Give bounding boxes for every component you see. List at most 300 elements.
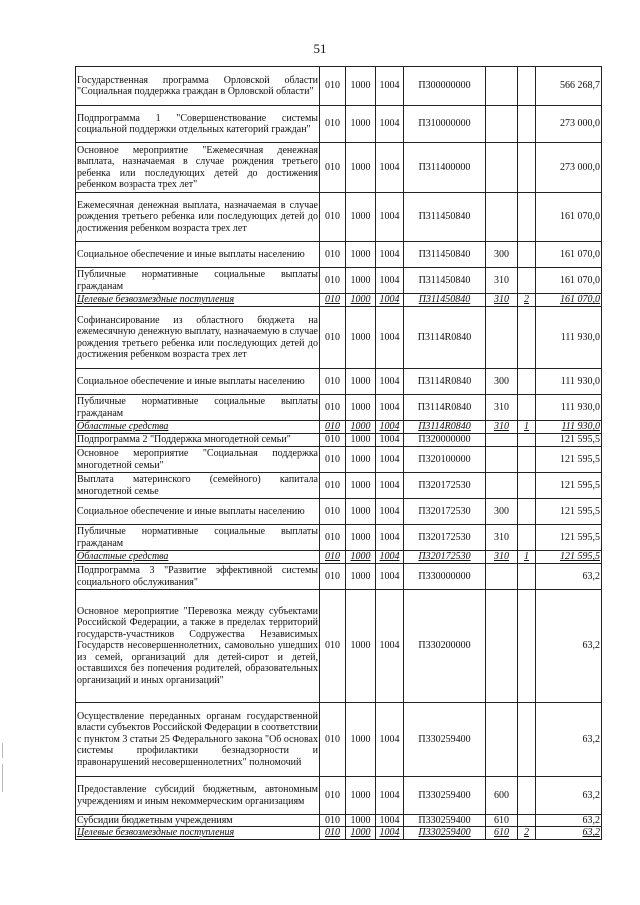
- table-row: [76, 421, 602, 434]
- cell-ministry-code: [320, 106, 346, 143]
- cell-section-code-text: 1000: [350, 789, 371, 801]
- table-row: [76, 193, 602, 242]
- cell-section-code-text: 1000: [350, 211, 371, 223]
- cell-target-article-text: П3114R0840: [418, 421, 471, 433]
- cell-ministry-code-text: 010: [325, 80, 340, 92]
- margin-mark: [2, 764, 3, 792]
- cell-name-text: Публичные нормативные социальные выплаты гражданам: [77, 396, 318, 419]
- cell-ministry-code: [320, 777, 346, 815]
- cell-funding-source: [518, 499, 536, 525]
- cell-expense-type-text: 310: [494, 421, 509, 433]
- cell-expense-type-text: 300: [494, 375, 509, 387]
- cell-subsection-code: [376, 777, 404, 815]
- table-row: [76, 294, 602, 307]
- cell-expense-type: [486, 242, 518, 268]
- cell-name: [76, 143, 320, 193]
- cell-target-article-text: П3114R0840: [417, 401, 472, 413]
- cell-amount-text: 161 070,0: [560, 211, 600, 223]
- cell-subsection-code: [376, 564, 404, 590]
- cell-amount-text: 63,2: [582, 815, 600, 826]
- cell-ministry-code-text: 010: [325, 505, 340, 517]
- cell-amount-text: 63,2: [582, 827, 600, 839]
- cell-amount: [536, 473, 602, 499]
- cell-name-text: Социальное обеспечение и иные выплаты населению: [77, 248, 305, 260]
- cell-subsection-code-text: 1004: [379, 401, 400, 413]
- cell-target-article-text: П310000000: [418, 118, 471, 130]
- cell-name: [76, 242, 320, 268]
- cell-target-article: [404, 67, 486, 106]
- cell-expense-type-text: 300: [494, 505, 509, 517]
- cell-subsection-code-text: 1004: [379, 815, 400, 826]
- cell-subsection-code: [376, 551, 404, 564]
- cell-ministry-code-text: 010: [325, 421, 340, 433]
- cell-amount-text: 63,2: [582, 570, 600, 582]
- table-row: [76, 777, 602, 815]
- cell-expense-type: [486, 434, 518, 447]
- table-row: [76, 703, 602, 777]
- cell-expense-type: [486, 307, 518, 369]
- cell-name-text: Подпрограмма 3 "Развитие эффективной системы социального обслуживания": [77, 565, 318, 588]
- cell-ministry-code-text: 010: [325, 248, 340, 260]
- cell-expense-type: [486, 525, 518, 551]
- cell-name: [76, 193, 320, 242]
- cell-name-text: Целевые безвозмездные поступления: [77, 294, 235, 306]
- cell-amount: [536, 268, 602, 294]
- cell-name-text: Подпрограмма 1 "Совершенствование системы социальной поддержки отдельных категорий граждан": [77, 112, 318, 135]
- cell-ministry-code: [320, 590, 346, 703]
- cell-subsection-code: [376, 143, 404, 193]
- cell-name: [76, 827, 320, 839]
- cell-ministry-code-text: 010: [325, 789, 340, 801]
- cell-section-code: [346, 307, 376, 369]
- cell-ministry-code-text: 010: [325, 434, 340, 446]
- cell-subsection-code-text: 1004: [379, 161, 400, 173]
- cell-target-article-text: П320172530: [418, 505, 471, 517]
- cell-target-article: [404, 447, 486, 473]
- cell-section-code-text: 1000: [350, 331, 371, 343]
- cell-name-text: Подпрограмма 2 "Поддержка многодетной семьи": [77, 434, 291, 446]
- cell-subsection-code: [376, 827, 404, 839]
- cell-subsection-code: [376, 268, 404, 294]
- cell-section-code-text: 1000: [350, 401, 371, 413]
- cell-target-article: [404, 143, 486, 193]
- cell-section-code: [346, 473, 376, 499]
- cell-amount: [536, 242, 602, 268]
- cell-ministry-code-text: 010: [325, 211, 340, 223]
- cell-section-code-text: 1000: [350, 118, 371, 130]
- cell-expense-type: [486, 499, 518, 525]
- cell-target-article: [404, 564, 486, 590]
- cell-section-code: [346, 525, 376, 551]
- cell-section-code-text: 1000: [350, 80, 371, 92]
- cell-ministry-code-text: 010: [325, 274, 340, 286]
- cell-section-code: [346, 143, 376, 193]
- cell-funding-source: [518, 473, 536, 499]
- cell-amount: [536, 294, 602, 307]
- cell-name: [76, 369, 320, 395]
- table-body: [76, 67, 602, 840]
- cell-subsection-code: [376, 395, 404, 421]
- cell-ministry-code: [320, 369, 346, 395]
- cell-ministry-code-text: 010: [325, 375, 340, 387]
- cell-amount: [536, 106, 602, 143]
- cell-subsection-code: [376, 703, 404, 777]
- cell-name-text: Основное мероприятие "Социальная поддержка многодетной семьи": [77, 448, 318, 471]
- table-row: [76, 551, 602, 564]
- cell-expense-type-text: 310: [494, 294, 509, 306]
- cell-amount-text: 63,2: [582, 789, 600, 801]
- cell-ministry-code: [320, 499, 346, 525]
- cell-section-code-text: 1000: [350, 640, 371, 652]
- cell-expense-type: [486, 421, 518, 434]
- cell-section-code: [346, 564, 376, 590]
- cell-section-code: [346, 294, 376, 307]
- cell-ministry-code: [320, 143, 346, 193]
- cell-expense-type: [486, 815, 518, 827]
- cell-target-article-text: П330259400: [418, 815, 471, 826]
- cell-ministry-code: [320, 473, 346, 499]
- cell-ministry-code: [320, 815, 346, 827]
- table-row: [76, 564, 602, 590]
- cell-ministry-code: [320, 434, 346, 447]
- cell-amount: [536, 564, 602, 590]
- cell-subsection-code-text: 1004: [379, 551, 400, 563]
- cell-target-article: [404, 294, 486, 307]
- cell-expense-type-text: 610: [494, 815, 509, 826]
- cell-expense-type: [486, 143, 518, 193]
- budget-table: [75, 66, 602, 840]
- cell-target-article: [404, 590, 486, 703]
- cell-name-text: Предоставление субсидий бюджетным, автономным учреждениям и иным некоммерческим организациям: [77, 784, 318, 807]
- cell-ministry-code-text: 010: [325, 551, 340, 563]
- cell-amount-text: 111 930,0: [561, 421, 600, 433]
- cell-expense-type-text: 610: [494, 827, 509, 839]
- cell-name: [76, 815, 320, 827]
- cell-expense-type: [486, 67, 518, 106]
- cell-funding-source: [518, 564, 536, 590]
- cell-section-code: [346, 395, 376, 421]
- cell-ministry-code: [320, 294, 346, 307]
- cell-section-code: [346, 421, 376, 434]
- cell-expense-type: [486, 827, 518, 839]
- cell-expense-type: [486, 447, 518, 473]
- cell-target-article-text: П320172530: [418, 551, 471, 563]
- cell-funding-source: [518, 106, 536, 143]
- cell-expense-type-text: 310: [494, 274, 509, 286]
- cell-target-article: [404, 307, 486, 369]
- cell-funding-source: [518, 815, 536, 827]
- cell-subsection-code: [376, 447, 404, 473]
- cell-target-article: [404, 525, 486, 551]
- cell-funding-source-text: 2: [524, 294, 529, 306]
- cell-amount-text: 273 000,0: [560, 161, 600, 173]
- cell-subsection-code-text: 1004: [379, 827, 400, 839]
- cell-subsection-code-text: 1004: [379, 505, 400, 517]
- cell-section-code-text: 1000: [350, 421, 371, 433]
- cell-target-article: [404, 242, 486, 268]
- cell-funding-source: [518, 193, 536, 242]
- table-row: [76, 106, 602, 143]
- cell-expense-type: [486, 551, 518, 564]
- cell-ministry-code-text: 010: [325, 733, 340, 745]
- cell-section-code: [346, 777, 376, 815]
- cell-amount-text: 161 070,0: [560, 248, 600, 260]
- cell-target-article-text: П3114R0840: [417, 375, 472, 387]
- cell-funding-source: [518, 369, 536, 395]
- cell-expense-type: [486, 590, 518, 703]
- cell-subsection-code-text: 1004: [379, 531, 400, 543]
- cell-section-code: [346, 551, 376, 564]
- cell-section-code: [346, 827, 376, 839]
- cell-name-text: Государственная программа Орловской области "Социальная поддержка граждан в Орловской области": [77, 74, 318, 97]
- cell-funding-source: [518, 703, 536, 777]
- cell-name: [76, 307, 320, 369]
- cell-section-code: [346, 590, 376, 703]
- cell-subsection-code-text: 1004: [379, 331, 400, 343]
- cell-target-article-text: П311450840: [418, 294, 471, 306]
- cell-ministry-code-text: 010: [325, 331, 340, 343]
- cell-funding-source-text: 2: [524, 827, 529, 839]
- cell-name: [76, 473, 320, 499]
- cell-name: [76, 268, 320, 294]
- table-row: [76, 268, 602, 294]
- cell-target-article: [404, 703, 486, 777]
- cell-ministry-code: [320, 827, 346, 839]
- cell-subsection-code: [376, 434, 404, 447]
- cell-amount-text: 121 595,5: [560, 479, 600, 491]
- cell-funding-source: [518, 395, 536, 421]
- table-row: [76, 307, 602, 369]
- cell-subsection-code-text: 1004: [379, 570, 400, 582]
- cell-name-text: Социальное обеспечение и иные выплаты населению: [77, 375, 305, 387]
- cell-subsection-code-text: 1004: [379, 294, 400, 306]
- cell-funding-source: [518, 590, 536, 703]
- cell-amount-text: 273 000,0: [560, 118, 600, 130]
- cell-target-article: [404, 268, 486, 294]
- cell-expense-type-text: 300: [494, 248, 509, 260]
- cell-ministry-code: [320, 421, 346, 434]
- cell-amount: [536, 67, 602, 106]
- cell-target-article-text: П330259400: [418, 789, 471, 801]
- cell-amount-text: 111 930,0: [560, 401, 600, 413]
- cell-subsection-code: [376, 242, 404, 268]
- cell-expense-type: [486, 777, 518, 815]
- cell-ministry-code-text: 010: [325, 161, 340, 173]
- cell-target-article: [404, 395, 486, 421]
- cell-name-text: Субсидии бюджетным учреждениям: [77, 815, 233, 826]
- cell-target-article: [404, 369, 486, 395]
- table-row: [76, 473, 602, 499]
- cell-name-text: Основное мероприятие "Ежемесячная денежная выплата, назначаемая в случае рождения третьего ребенка или последующих детей до достижения ребенком возраста трех лет": [77, 144, 318, 190]
- cell-section-code: [346, 268, 376, 294]
- cell-target-article-text: П330259400: [418, 733, 471, 745]
- cell-section-code: [346, 193, 376, 242]
- cell-expense-type: [486, 369, 518, 395]
- table-row: [76, 827, 602, 839]
- cell-ministry-code: [320, 564, 346, 590]
- cell-amount-text: 121 595,5: [560, 531, 600, 543]
- cell-amount: [536, 421, 602, 434]
- cell-section-code-text: 1000: [350, 733, 371, 745]
- cell-name-text: Областные средства: [77, 421, 169, 433]
- table-row: [76, 590, 602, 703]
- cell-ministry-code: [320, 551, 346, 564]
- cell-name-text: Ежемесячная денежная выплата, назначаемая в случае рождения третьего ребенка или последующих детей до достижения ребенком возраста трех лет: [77, 199, 318, 234]
- cell-funding-source: [518, 827, 536, 839]
- cell-name: [76, 434, 320, 447]
- cell-section-code: [346, 242, 376, 268]
- cell-name-text: Публичные нормативные социальные выплаты гражданам: [77, 526, 318, 549]
- cell-name-text: Осуществление переданных органам государственной власти субъектов Российской Федерации в соответствии с пунктом 3 статьи 25 Федерального закона "Об основах системы профилактики безнадзорности и правонарушений несовершеннолетних" полномочий: [77, 710, 318, 768]
- cell-ministry-code: [320, 447, 346, 473]
- cell-ministry-code-text: 010: [325, 815, 340, 826]
- cell-section-code-text: 1000: [350, 815, 371, 826]
- cell-ministry-code: [320, 703, 346, 777]
- cell-ministry-code-text: 010: [325, 827, 340, 839]
- cell-name-text: Выплата материнского (семейного) капитала многодетной семье: [77, 474, 318, 497]
- cell-target-article-text: П320172530: [418, 479, 471, 491]
- cell-name-text: Целевые безвозмездные поступления: [77, 827, 235, 839]
- cell-subsection-code: [376, 590, 404, 703]
- cell-section-code: [346, 106, 376, 143]
- cell-subsection-code: [376, 369, 404, 395]
- cell-target-article: [404, 473, 486, 499]
- cell-ministry-code: [320, 67, 346, 106]
- cell-subsection-code: [376, 815, 404, 827]
- cell-amount-text: 121 595,5: [560, 505, 600, 517]
- cell-section-code: [346, 447, 376, 473]
- cell-amount-text: 121 595,5: [560, 453, 600, 465]
- cell-amount: [536, 703, 602, 777]
- cell-ministry-code-text: 010: [325, 640, 340, 652]
- cell-target-article-text: П330200000: [418, 640, 471, 652]
- cell-amount: [536, 499, 602, 525]
- cell-target-article: [404, 551, 486, 564]
- cell-name: [76, 590, 320, 703]
- cell-name: [76, 703, 320, 777]
- cell-subsection-code: [376, 193, 404, 242]
- cell-subsection-code-text: 1004: [379, 479, 400, 491]
- cell-section-code-text: 1000: [350, 434, 371, 446]
- cell-subsection-code: [376, 421, 404, 434]
- table-row: [76, 815, 602, 827]
- cell-name: [76, 421, 320, 434]
- cell-amount: [536, 590, 602, 703]
- cell-amount-text: 566 268,7: [560, 80, 600, 92]
- cell-section-code: [346, 369, 376, 395]
- cell-name: [76, 294, 320, 307]
- table-row: [76, 143, 602, 193]
- cell-section-code-text: 1000: [350, 827, 371, 839]
- cell-amount: [536, 369, 602, 395]
- cell-target-article-text: П320100000: [418, 453, 471, 465]
- cell-ministry-code: [320, 193, 346, 242]
- cell-target-article: [404, 499, 486, 525]
- cell-subsection-code-text: 1004: [379, 421, 400, 433]
- cell-funding-source: [518, 421, 536, 434]
- cell-funding-source: [518, 67, 536, 106]
- table-row: [76, 499, 602, 525]
- cell-expense-type-text: 600: [494, 789, 509, 801]
- cell-section-code-text: 1000: [350, 161, 371, 173]
- cell-subsection-code-text: 1004: [379, 453, 400, 465]
- cell-target-article-text: П320172530: [418, 531, 471, 543]
- cell-subsection-code-text: 1004: [379, 118, 400, 130]
- cell-ministry-code-text: 010: [325, 531, 340, 543]
- cell-expense-type: [486, 268, 518, 294]
- cell-funding-source: [518, 434, 536, 447]
- cell-subsection-code-text: 1004: [379, 789, 400, 801]
- cell-target-article-text: П3114R0840: [417, 331, 472, 343]
- cell-target-article-text: П311450840: [418, 274, 471, 286]
- cell-expense-type: [486, 473, 518, 499]
- cell-amount-text: 121 595,5: [560, 434, 600, 446]
- cell-section-code-text: 1000: [350, 248, 371, 260]
- cell-subsection-code: [376, 106, 404, 143]
- cell-amount: [536, 193, 602, 242]
- cell-expense-type-text: 310: [494, 551, 509, 563]
- cell-amount-text: 111 930,0: [560, 375, 600, 387]
- cell-amount-text: 63,2: [582, 733, 600, 745]
- cell-section-code: [346, 703, 376, 777]
- cell-name: [76, 106, 320, 143]
- cell-ministry-code-text: 010: [325, 479, 340, 491]
- cell-section-code-text: 1000: [350, 531, 371, 543]
- cell-target-article-text: П311400000: [418, 161, 471, 173]
- cell-target-article: [404, 777, 486, 815]
- cell-section-code: [346, 67, 376, 106]
- cell-funding-source-text: 1: [524, 421, 529, 433]
- cell-funding-source: [518, 551, 536, 564]
- cell-target-article: [404, 827, 486, 839]
- cell-funding-source: [518, 447, 536, 473]
- cell-name: [76, 551, 320, 564]
- cell-name: [76, 447, 320, 473]
- cell-section-code-text: 1000: [350, 453, 371, 465]
- cell-amount: [536, 777, 602, 815]
- cell-funding-source: [518, 777, 536, 815]
- cell-subsection-code: [376, 499, 404, 525]
- cell-subsection-code-text: 1004: [379, 733, 400, 745]
- cell-expense-type-text: 310: [494, 531, 509, 543]
- cell-funding-source: [518, 307, 536, 369]
- cell-subsection-code-text: 1004: [379, 640, 400, 652]
- cell-subsection-code: [376, 525, 404, 551]
- cell-funding-source: [518, 143, 536, 193]
- cell-ministry-code-text: 010: [325, 570, 340, 582]
- table-row: [76, 525, 602, 551]
- cell-name: [76, 525, 320, 551]
- cell-name-text: Основное мероприятие "Перевозка между субъектами Российской Федерации, а также в пределах территорий государств-участников Содружества Независимых Государств несовершеннолетних, самовольно ушедших из семей, организаций для детей-сирот и детей, оставшихся без попечения родителей, образовательных организаций и иных организаций": [77, 606, 318, 686]
- page-number: 51: [313, 41, 327, 56]
- cell-funding-source-text: 1: [524, 551, 529, 563]
- cell-expense-type: [486, 193, 518, 242]
- cell-amount-text: 63,2: [582, 640, 600, 652]
- cell-amount: [536, 395, 602, 421]
- cell-funding-source: [518, 242, 536, 268]
- table-row: [76, 447, 602, 473]
- cell-target-article: [404, 815, 486, 827]
- cell-subsection-code-text: 1004: [379, 211, 400, 223]
- table-row: [76, 434, 602, 447]
- cell-section-code-text: 1000: [350, 505, 371, 517]
- cell-name: [76, 499, 320, 525]
- cell-expense-type: [486, 703, 518, 777]
- cell-subsection-code-text: 1004: [379, 274, 400, 286]
- cell-funding-source: [518, 294, 536, 307]
- cell-expense-type: [486, 106, 518, 143]
- cell-name: [76, 564, 320, 590]
